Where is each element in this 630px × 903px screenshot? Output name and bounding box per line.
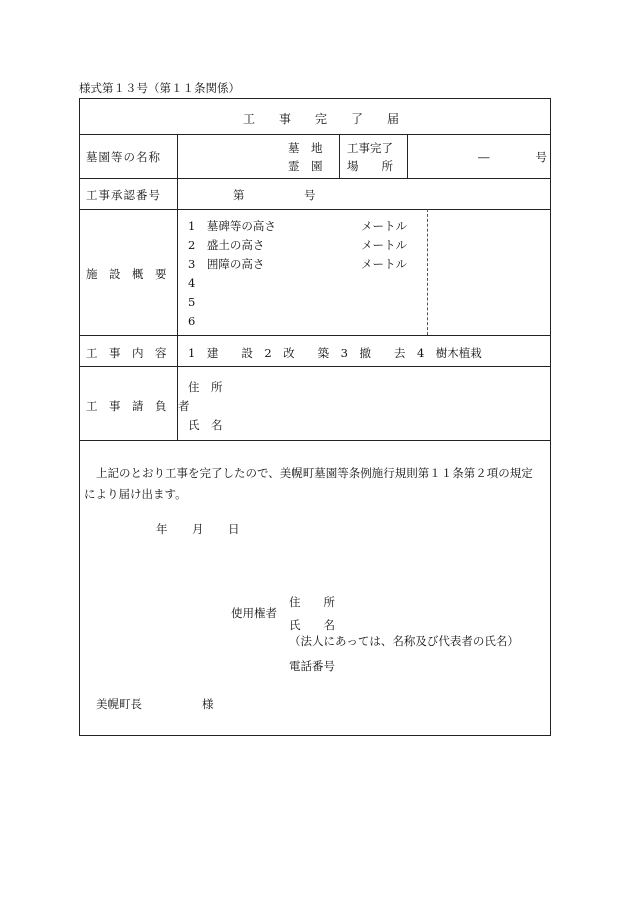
declaration-line-2: により届け出ます。	[84, 487, 187, 501]
row-divider	[80, 178, 550, 179]
applicant-phone: 電話番号	[289, 659, 335, 673]
row-divider	[80, 440, 550, 441]
facility-item-unit: メートル	[361, 219, 407, 233]
form-number: 様式第１３号（第１１条関係）	[79, 81, 240, 95]
declaration-line-1: 上記のとおり工事を完了したので、美幌町墓園等条例施行規則第１１条第２項の規定	[96, 466, 533, 480]
form-title: 工 事 完 了 届	[243, 112, 400, 126]
contractor-name: 氏 名	[188, 418, 223, 432]
notification-form	[79, 98, 551, 736]
facility-item: 3 囲障の高さ	[188, 257, 265, 271]
contractor-label: 工 事 請 負 者	[86, 399, 190, 413]
lot-number: ― 号	[478, 150, 547, 164]
completion-label-divider	[407, 134, 408, 178]
grave-name-label: 墓園等の名称	[86, 150, 161, 164]
facility-item: 1 墓碑等の高さ	[188, 219, 276, 233]
row-divider	[80, 134, 550, 135]
date-day: 日	[228, 522, 240, 536]
date-year: 年	[156, 522, 168, 536]
facility-dashed-divider	[427, 209, 428, 335]
applicant-name: 氏 名	[289, 618, 335, 632]
facility-item-unit: メートル	[361, 238, 407, 252]
row-divider	[80, 209, 550, 210]
approval-number-label: 工事承認番号	[86, 188, 161, 202]
facility-overview-label: 施 設 概 要	[86, 267, 167, 281]
work-content-label: 工 事 内 容	[86, 346, 167, 360]
completion-location-label-1: 工事完了	[347, 141, 393, 155]
row-divider	[80, 366, 550, 367]
approval-go: 号	[304, 188, 316, 202]
row-divider	[80, 335, 550, 336]
mayor-addressee: 美幌町長	[96, 697, 142, 711]
user-right-holder-label: 使用権者	[231, 606, 277, 620]
grave-type-reien: 霊 園	[288, 159, 323, 173]
facility-item: 6	[188, 314, 196, 328]
applicant-address: 住 所	[289, 595, 335, 609]
facility-item: 4	[188, 276, 196, 290]
date-month: 月	[192, 522, 204, 536]
contractor-address: 住 所	[188, 380, 223, 394]
completion-location-label-2: 場 所	[347, 159, 393, 173]
facility-item: 5	[188, 295, 196, 309]
label-column-divider	[177, 134, 178, 440]
corporate-note: （法人にあっては、名称及び代表者の氏名）	[289, 634, 519, 648]
grave-type-bochi: 墓 地	[288, 141, 323, 155]
approval-dai: 第	[233, 188, 245, 202]
grave-type-divider	[339, 134, 340, 178]
work-content-options: 1 建 設 2 改 築 3 撤 去 4 樹木植栽	[188, 346, 482, 360]
honorific-sama: 様	[202, 697, 214, 711]
facility-item-unit: メートル	[361, 257, 407, 271]
facility-item: 2 盛土の高さ	[188, 238, 265, 252]
